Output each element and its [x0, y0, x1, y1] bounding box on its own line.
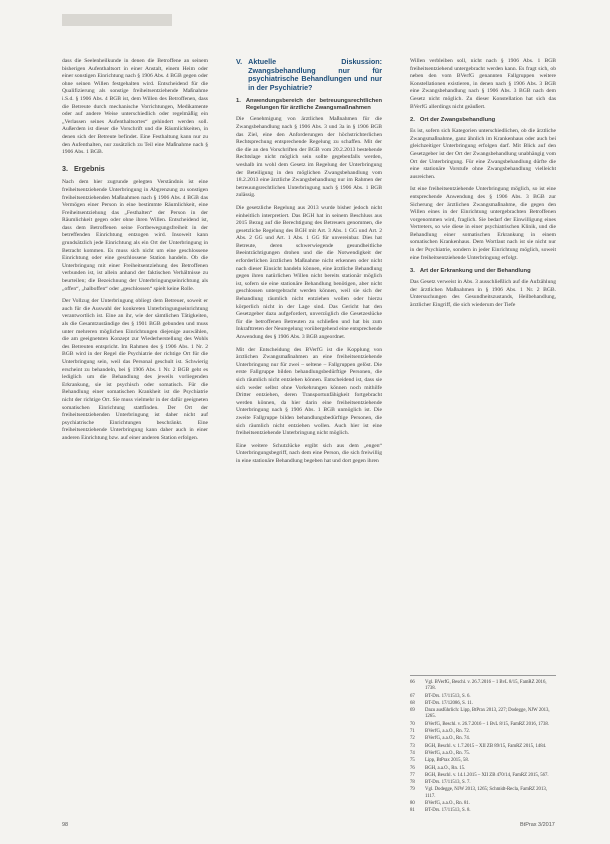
section-number: V.: [236, 57, 243, 66]
footnote: [410, 758, 556, 764]
footnote-text: Lipp, BtPrax 2015, 58.: [425, 758, 469, 764]
body-paragraph: Mit der Entscheidung des BVerfG ist die Kopplung von ärztlichen Zwangsmaßnahmen an eine freiheitsentziehende Unterbringung nur für zwei – seltene – Fallgruppen gelöst. Die erste Fallgruppe bilden behandlungsbedürftige Personen, die sich räumlich nicht entziehen können. Entscheidend ist, dass sie sich weder selbst ohne Vorkehrungen können noch mithilfe Dritter entziehen, deren Transportunfähigkeit fortgebracht werden können, da hier darin eine freiheitsentziehende Unterbringung nach § 1906 Abs. 1 BGB unmöglich ist. Die zweite Fallgruppe bilden behandlungsbedürftige Personen, die sich räumlich nicht entziehen wollen. Auch hier ist eine freiheitsentziehende Unterbringung nicht möglich.: [236, 346, 382, 437]
column-1: [62, 58, 208, 448]
footnote-text: BGH, Beschl. v. 1.7.2015 – XII ZB 89/15, FamRZ 2015, 1484.: [425, 743, 547, 749]
footnote-text: BT-Drs. 17/11513, S. 7.: [425, 780, 471, 786]
footnote-number: 77: [410, 772, 415, 778]
footnote-text: Dazu ausführlich: Lipp, BtPrax 2013, 227; Dodegge, NJW 2013, 1265.: [425, 708, 550, 720]
body-paragraph: Die gesetzliche Regelung aus 2013 wurde bisher jedoch nicht einheitlich interpretiert. Das BGH hat in seinem Beschluss aus 2015 Bezug auf die Berechtigung des Betreuers genommen, die gesetzliche Regelung des BGH mit Art. 3 Abs. 1 GG und Art. 2 Abs. 2 GG und Art. 1 Abs. 1 GG für unvereinbar. Dies hat Betreute, deren schwerwiegende gesundheitliche Beeinträchtigungen drohen und die die Notwendigkeit der erforderlichen ärztlichen Maßnahme nicht erkennen oder nicht nach dieser Einsicht handeln können, eine ärztliche Behandlung gegen ihren natürlichen Willen nicht bereits stationär möglich ist, sofern sie eine stationäre Behandlung benötigen, aber nicht geschlossen untergebracht werden können, weil sie sich der Behandlung räumlich nicht entziehen wollen oder hierzu körperlich nicht in der Lage sind. Das Gericht hat den Gesetzgeber dazu aufgefordert, unverzüglich die Gesetzeslücke für die betroffenen Betreuten zu schließen und hat bis zum Inkrafttreten der Neuregelung vorübergehend eine entsprechende Anwendung des § 1906 Abs. 3 BGB angeordnet.: [236, 204, 382, 340]
footnote: [410, 744, 556, 750]
footnote-text: BVerfG, a.a.O., Rn. 72.: [425, 729, 471, 735]
footnote: [410, 808, 556, 814]
subsection-number: 2.: [410, 117, 415, 124]
footnote-text: BVerfG, Beschl. v. 26.7.2016 – 1 BvL 8/15, FamRZ 2016, 1738.: [425, 721, 549, 727]
subsection-title: Anwendungsbereich der betreuungsrechtlichen Regelungen für ärztliche Zwangsmaßnahmen: [245, 98, 382, 112]
footnote-text: BT-Drs. 17/12086, S. 11.: [425, 700, 474, 706]
footnote-text: BT-Drs. 17/11513, S. 8.: [425, 808, 471, 814]
footnote-number: 75: [410, 758, 415, 764]
footnote-number: 76: [410, 765, 415, 771]
footnote-text: BVerfG, a.a.O., Rn. 74.: [425, 736, 471, 742]
footnote-number: 74: [410, 750, 415, 756]
subsection-title: Ort der Zwangsbehandlung: [419, 117, 496, 124]
subsection-number: 1.: [236, 98, 241, 105]
footnote: [410, 751, 556, 757]
footnote: [410, 680, 556, 693]
footnote-text: BGH, a.a.O., Rn. 15.: [425, 765, 466, 771]
footnote-text: Vgl. BVerfG, Beschl. v. 26.7.2016 – 1 BvL 8/15, FamRZ 2016, 1738.: [425, 680, 547, 692]
footnote-number: 69: [410, 708, 415, 714]
journal-issue: BtPrax 3/2017: [520, 822, 555, 828]
footnote-number: 66: [410, 680, 415, 685]
column-3: [410, 58, 556, 315]
subsection-heading: [236, 98, 382, 112]
section-number: 3.: [62, 163, 68, 173]
section-title: Aktuelle Diskussion: Zwangsbehandlung nur für psychiatrische Behandlungen und nur in der Psychiatrie?: [248, 57, 382, 92]
footnote-number: 73: [410, 743, 415, 749]
page-number: 98: [62, 822, 69, 828]
footnote: [410, 773, 556, 779]
subsection-title: Art der Erkrankung und der Behandlung: [419, 268, 531, 275]
section-heading: [236, 58, 382, 92]
footnote-number: 70: [410, 721, 415, 727]
body-paragraph: Ist eine freiheitsentziehende Unterbringung möglich, so ist eine entsprechende Anwendung des § 1906 Abs. 3 BGB zur Sicherung der ärztlichen Zwangsmaßnahme, die gegen den Willen eines in der Einrichtung untergebrachten Betroffenen vorgenommen wird, fraglich. Sie bedarf der Einwilligung eines Vertreters, so wie diese in einer psychiatrischen Klinik, und die Behandlung einer somatischen Erkrankung in einem somatischen Krankenhaus. Dem Wortlaut nach ist sie nicht nur in der Psychiatrie, sondern in jeder Einrichtung möglich, soweit eine freiheitsentziehende Unterbringung erfolgt.: [410, 186, 556, 261]
footnote-number: 71: [410, 729, 415, 735]
section-title: Ergebnis: [74, 163, 105, 173]
footnote-text: BVerfG, a.a.O., Rn. 75.: [425, 750, 471, 756]
running-header: [62, 14, 172, 26]
footnote: [410, 736, 556, 742]
footnote-text: Vgl. Dodegge, NJW 2013, 1265; Schmidt-Recla, FamRZ 2013, 1117.: [425, 787, 547, 799]
footnote-number: 67: [410, 693, 415, 699]
footnote: [410, 787, 556, 800]
footnote: [410, 729, 556, 735]
body-paragraph: Eine weitere Schutzlücke ergibt sich aus dem „engen“ Unterbringungsbegriff, nach dem eine Person, die sich freiwillig in eine stationäre Behandlung begeben hat und dort gegen ihren: [236, 442, 382, 464]
footnote: [410, 766, 556, 772]
section-heading: [62, 165, 208, 174]
footnote: [410, 722, 556, 728]
body-paragraph: Nach dem hier zugrunde gelegten Verständnis ist eine freiheitsentziehende Unterbringung in Abgrenzung zu sonstigen freiheitsentziehenden Maßnahmen nach § 1906 Abs. 4 BGB das Vermögen einer Person in eine bestimmte Räumlichkeit, eine Freiheitsentziehung das „Festhalten“ der Person in der Räumlichkeit gegen oder ohne ihren Willen. Entscheidend ist, dass dem Betroffenen seine Fortbewegungsfreiheit in der betreffenden Einrichtung entzogen wird. Insoweit kann grundsätzlich jede Einrichtung als ein Ort der Unterbringung in Betracht kommen. Es muss sich nicht um eine geschlossene Einrichtung oder eine geschlossene Station handeln. Ob die Unterbringung mit einer Freiheitsentziehung des Betroffenen verbunden ist, ist allein anhand der faktischen Verhältnisse zu beurteilen; die Bezeichnung der Unterbringungseinrichtung als „offen“, „halboffen“ oder „geschlossen“ spielt keine Rolle.: [62, 179, 208, 292]
footnote-text: BT-Drs. 17/11513, S. 6.: [425, 693, 471, 699]
subsection-heading: [410, 117, 556, 124]
footnote: [410, 694, 556, 700]
footnote-number: 80: [410, 801, 415, 807]
body-paragraph: Der Vollzug der Unterbringung obliegt dem Betreuer, soweit er auch für die Auswahl der konkreten Unterbringungseinrichtung verantwortlich ist. Eine an ihr, wie der sämtlichen Tätigkeiten, als die Gesamtzuständige des § 1901 BGB gebunden und muss unter mehreren möglichen Einrichtungen diejenige auswählen, die am geeignetsten Konzept zur Wiederherstellung des Wohls des Betreuten entspricht. Im Rahmen des § 1906 Abs. 1 Nr. 2 BGB wird in der Regel die Psychiatrie der richtige Ort für die Unterbringung sein, weil das Personal geschult ist. Schwierig erscheint zu behandeln, bei § 1906 Abs. 1 Nr. 2 BGB geht es lediglich um die Behandlung des jeweils vorliegenden Erkrankung, sie ist psychisch oder somatisch. Für die Behandlung einer somatischen Krankheit ist die Psychiatrie nicht der richtige Ort. Sie muss vielmehr in der dafür geeigneten somatischen Einrichtung stattfinden. Der Ort der freiheitsentziehenden Unterbringung ist daher nicht auf psychiatrische Einrichtungen beschränkt. Eine freiheitsentziehende Unterbringung kann daher auch in einer anderen Einrichtung bzw. auf einer anderen Station erfolgen.: [62, 298, 208, 441]
footnote-text: BGH, Beschl. v. 14.1.2015 – XII ZB 470/14, FamRZ 2015, 567.: [425, 772, 549, 778]
body-paragraph: Willen verbleiben soll, nicht nach § 1906 Abs. 1 BGB freiheitsentziehend untergebracht werden kann. Es fragt sich, ob neben den vom BVerfG genannten Fallgruppen weitere Konstellationen existieren, in denen nach § 1906 Abs. 3 BGB eine Zwangsbehandlung nach § 1906 Abs. 3 BGB nach dem Gesetz nicht möglich. Zu dieser Konstellation hat sich das BVerfG allerdings nicht geäußert.: [410, 58, 556, 110]
footnote-number: 68: [410, 700, 415, 706]
column-2: [236, 58, 382, 471]
footnote-number: 72: [410, 736, 415, 742]
footnote: [410, 780, 556, 786]
footnotes: [410, 680, 556, 816]
subsection-heading: [410, 268, 556, 275]
footnote-number: 78: [410, 780, 415, 786]
footnote: [410, 708, 556, 721]
body-paragraph: Es ist, sofern sich Kategorien unterschiedlichen, ob die ärztliche Zwangsmaßnahme, ganz ähnlich im Krankenhaus oder auch bei gleichzeitiger Unterbringung erfolgen darf. Mit Blick auf den Gesetzgeber ist der Ort der Zwangsbehandlung unabhängig vom Ort der Unterbringung. Für eine Zwangsbehandlung dürfte die eine stationäre Vorstufe ohne Zwangsbehandlung vielleicht ausreichen.: [410, 128, 556, 180]
subsection-number: 3.: [410, 268, 415, 275]
footnote-text: BVerfG, a.a.O., Rn. 81.: [425, 801, 471, 807]
footnote: [410, 701, 556, 707]
footnote-number: 81: [410, 808, 415, 814]
body-paragraph: Das Gesetz verweist in Abs. 3 ausschließlich auf die Aufzählung der ärztlichen Maßnahmen in § 1906 Abs. 1 Nr. 2 BGB. Untersuchungen des Gesundheitszustands, Heilbehandlung, ärztlicher Eingriff, die sich wiederum der Tiefe: [410, 279, 556, 309]
footnote-number: 79: [410, 787, 415, 793]
footnote-divider: [410, 675, 556, 676]
body-paragraph: dass die Seelenheilkunde in denen die Betroffene an seinem bisherigen Aufenthaltsort in einer Anstalt, einem Heim oder einer sonstigen Einrichtung nach § 1906 Abs. 4 BGB gegen oder ohne seinen Willen festgehalten wird. Entscheidend für die Qualifizierung als sonstige freiheitsentziehende Maßnahme i.S.d. § 1906 Abs. 4 BGB ist, dem Willen des Betroffenen, dass die Betreute durch mechanische Vorrichtungen, Medikamente oder auf andere Weise unterschiedlich oder regelmäßig ein „Verlassen seines Aufenthaltsortes“ gehindert werden soll. Außerdem ist dieser die Vorschrift und die Räumlichkeiten, in denen sich der Betreute befindet. Eine Festhaltung kann nur zu den Aufenthalten, nur zusätzlich zu Teil eine Maßnahme nach § 1906 Abs. 1 BGB.: [62, 58, 208, 156]
body-paragraph: Die Genehmigung von ärztlichen Maßnahmen für die Zwangsbehandlung nach § 1906 Abs. 3 und 3a in § 1906 BGB das Ziel, eine den Anforderungen der höchstrichterlichen Rechtsprechung entsprechende Regelung zu schaffen. Mit der die die an den Vorschriften der BGB vom 20.2.2013 bestehende Rechtslage nicht möglich sein sollte gegebenfalls werden, weshalb im wohl dem Gesetz im Regelung der Unterbringung der Beteiligung in den möglichen Zwangsbehandlung vom 18.2.2013 eine ärztliche Zwangsbehandlung nur im Rahmen der betreuungsrechtlichen Unterbringung nach § 1906 Abs. 1 BGB zulässig.: [236, 116, 382, 199]
footnote: [410, 801, 556, 807]
